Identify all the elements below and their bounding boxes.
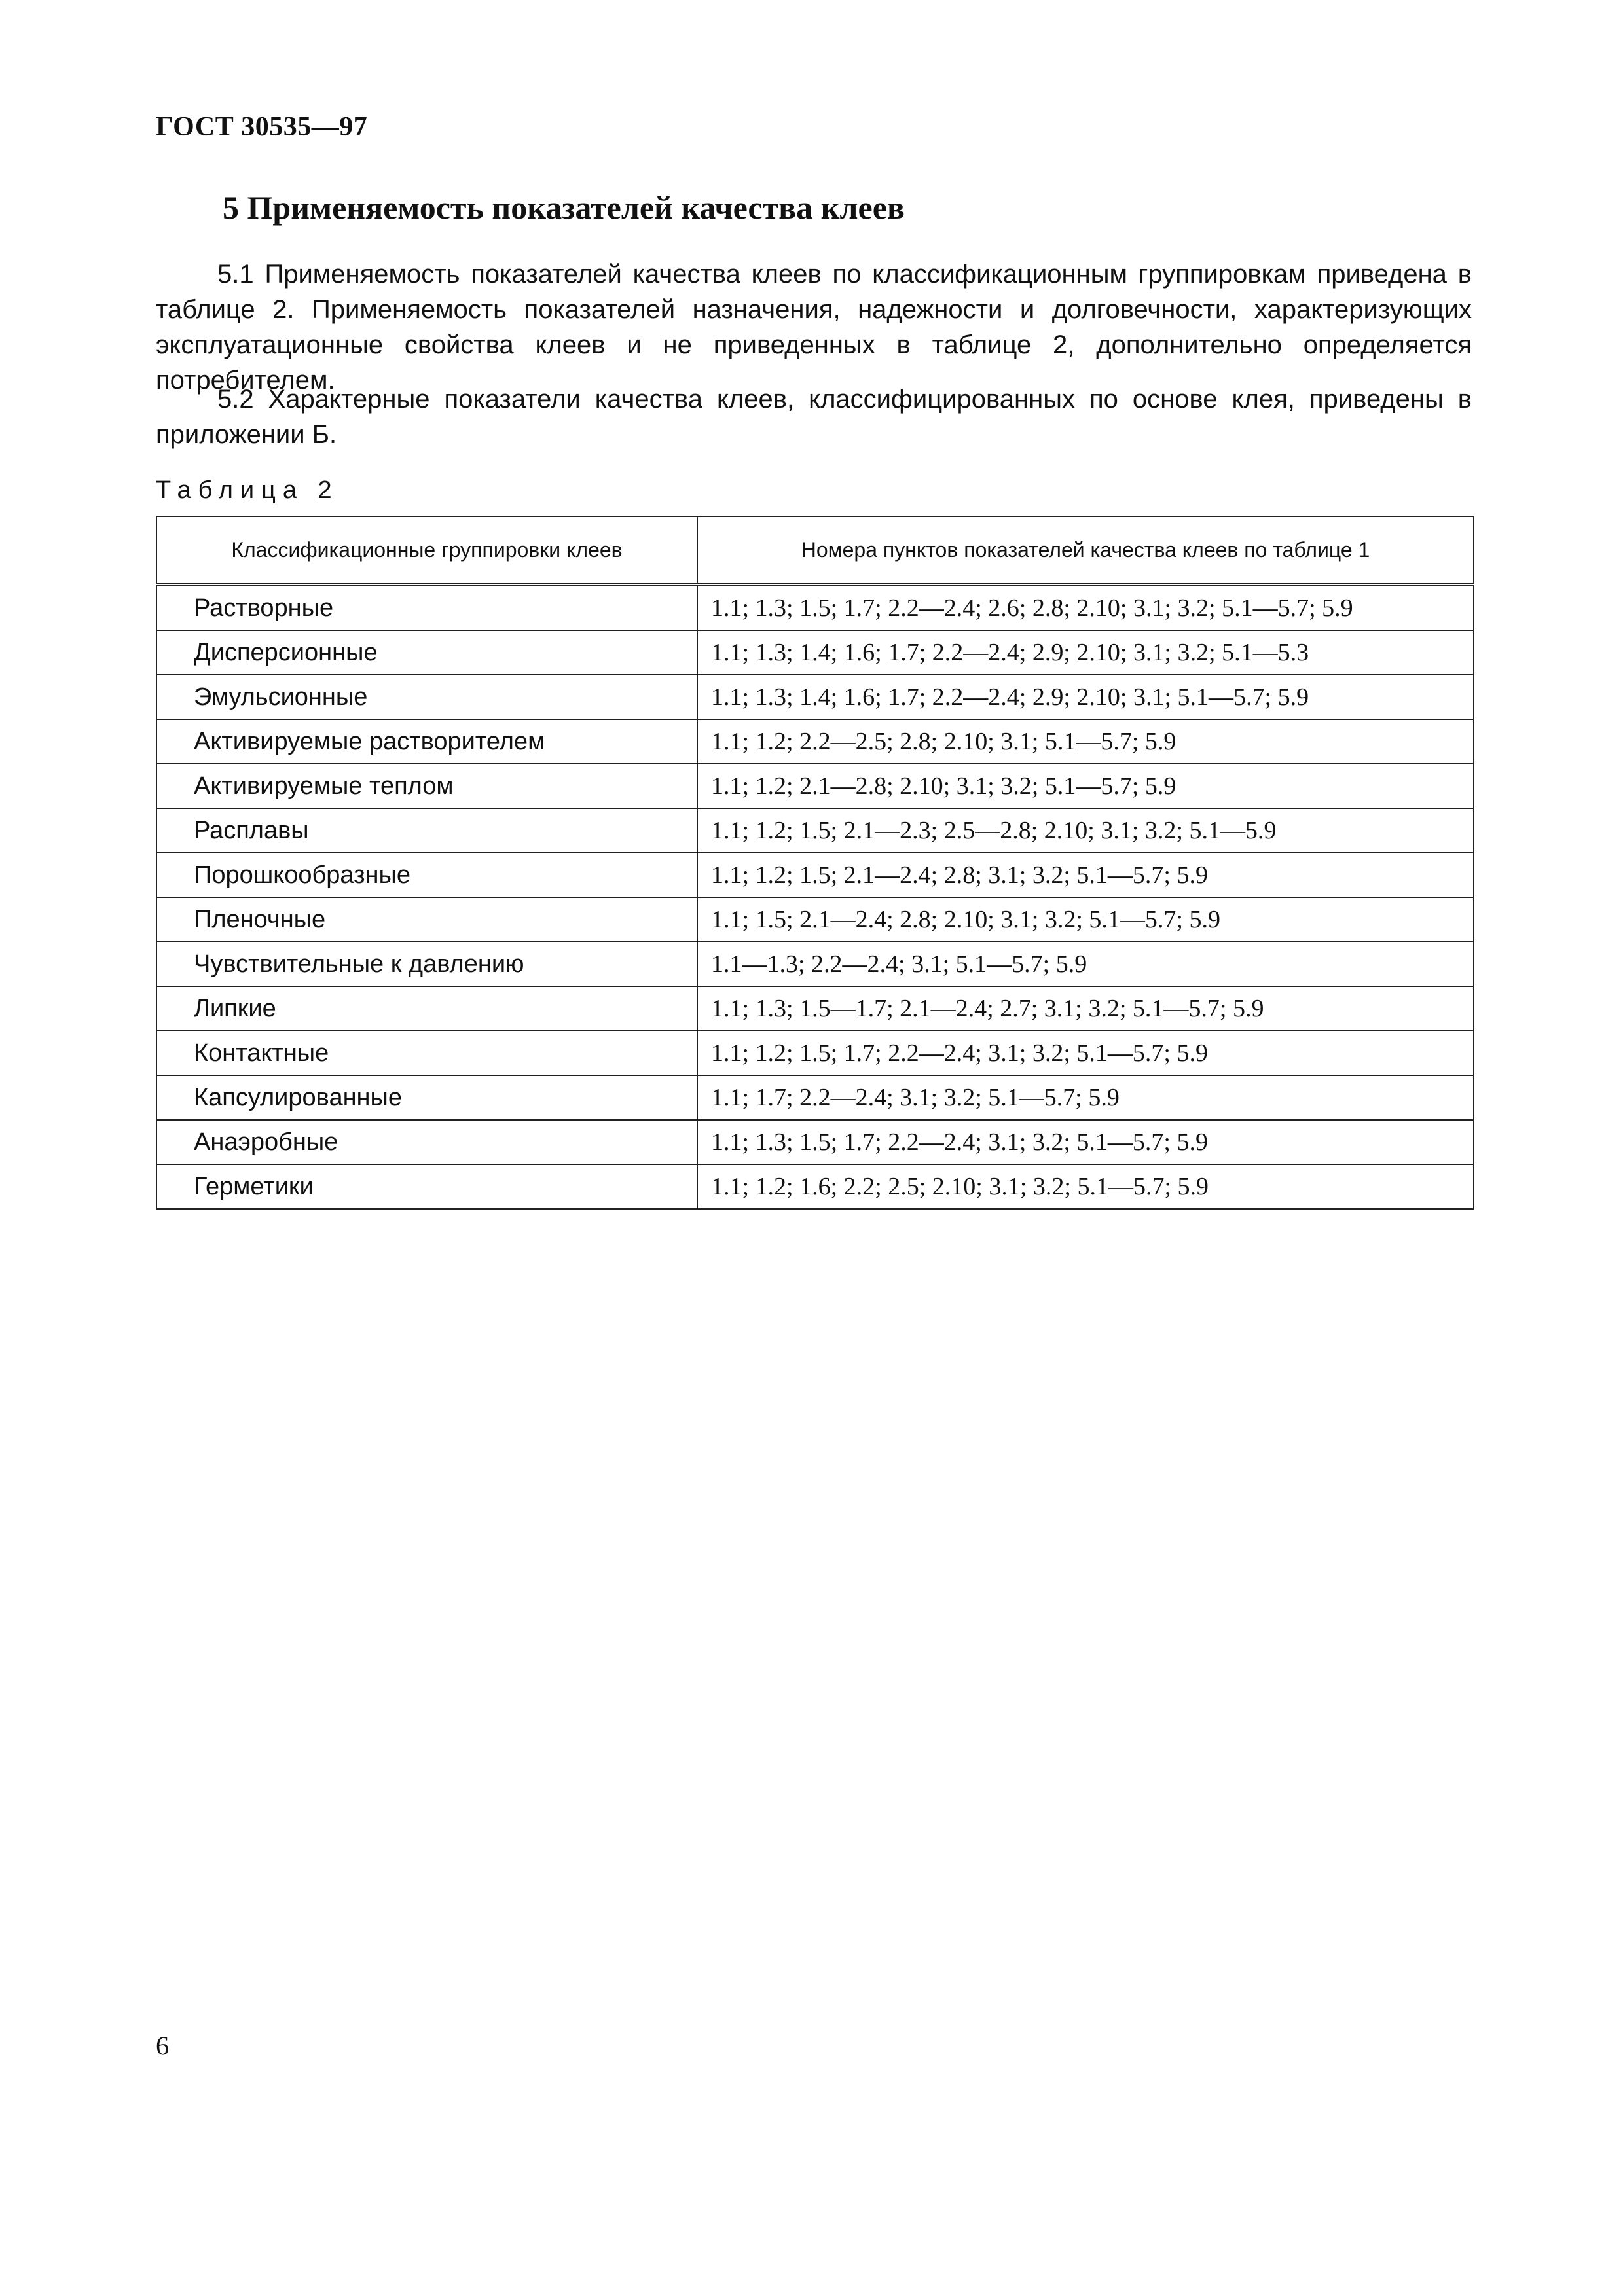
adhesive-group-cell: Герметики [156, 1164, 697, 1209]
item-numbers-cell: 1.1; 1.7; 2.2—2.4; 3.1; 3.2; 5.1—5.7; 5.9 [697, 1075, 1474, 1120]
table-row [156, 1120, 1474, 1164]
table-row [156, 1164, 1474, 1209]
table-row [156, 630, 1474, 675]
adhesive-group-cell: Растворные [156, 584, 697, 630]
adhesive-group-cell: Дисперсионные [156, 630, 697, 675]
adhesive-group-cell: Липкие [156, 986, 697, 1031]
item-numbers-cell: 1.1; 1.2; 1.5; 2.1—2.3; 2.5—2.8; 2.10; 3.1; 3.2; 5.1—5.9 [697, 808, 1474, 853]
section-title: 5 Применяемость показателей качества клеев [223, 189, 905, 226]
item-numbers-cell: 1.1; 1.2; 2.1—2.8; 2.10; 3.1; 3.2; 5.1—5.7; 5.9 [697, 764, 1474, 808]
document-code: ГОСТ 30535—97 [156, 112, 368, 142]
item-numbers-cell: 1.1; 1.3; 1.4; 1.6; 1.7; 2.2—2.4; 2.9; 2.10; 3.1; 5.1—5.7; 5.9 [697, 675, 1474, 719]
item-numbers-cell: 1.1; 1.2; 1.6; 2.2; 2.5; 2.10; 3.1; 3.2; 5.1—5.7; 5.9 [697, 1164, 1474, 1209]
item-numbers-cell: 1.1; 1.3; 1.5; 1.7; 2.2—2.4; 3.1; 3.2; 5.1—5.7; 5.9 [697, 1120, 1474, 1164]
item-numbers-cell: 1.1; 1.3; 1.5; 1.7; 2.2—2.4; 2.6; 2.8; 2.10; 3.1; 3.2; 5.1—5.7; 5.9 [697, 584, 1474, 630]
table-row [156, 897, 1474, 942]
column-header-groups: Классификационные группировки клеев [156, 516, 697, 584]
adhesive-group-cell: Чувствительные к давлению [156, 942, 697, 986]
item-numbers-cell: 1.1—1.3; 2.2—2.4; 3.1; 5.1—5.7; 5.9 [697, 942, 1474, 986]
adhesive-group-cell: Анаэробные [156, 1120, 697, 1164]
table-row [156, 764, 1474, 808]
table-row [156, 719, 1474, 764]
adhesive-group-cell: Капсулированные [156, 1075, 697, 1120]
table-row [156, 808, 1474, 853]
column-header-item-numbers: Номера пунктов показателей качества клеев по таблице 1 [697, 516, 1474, 584]
adhesive-group-cell: Порошкообразные [156, 853, 697, 897]
page-number: 6 [156, 2031, 169, 2060]
adhesive-group-cell: Контактные [156, 1031, 697, 1075]
table-row [156, 986, 1474, 1031]
item-numbers-cell: 1.1; 1.2; 1.5; 2.1—2.4; 2.8; 3.1; 3.2; 5.1—5.7; 5.9 [697, 853, 1474, 897]
item-numbers-cell: 1.1; 1.3; 1.5—1.7; 2.1—2.4; 2.7; 3.1; 3.2; 5.1—5.7; 5.9 [697, 986, 1474, 1031]
item-numbers-cell: 1.1; 1.3; 1.4; 1.6; 1.7; 2.2—2.4; 2.9; 2.10; 3.1; 3.2; 5.1—5.3 [697, 630, 1474, 675]
table-body [156, 584, 1474, 1209]
paragraph-5-1: 5.1 Применяемость показателей качества клеев по классификационным группировкам приведена в таблице 2. Применяемость показателей назначения, надежности и долговечности, характеризующих эксплуатационные свойства клеев и не приведенных в таблице 2, дополнительно определяется потребителем. [156, 260, 1472, 395]
adhesive-group-cell: Активируемые растворителем [156, 719, 697, 764]
item-numbers-cell: 1.1; 1.2; 1.5; 1.7; 2.2—2.4; 3.1; 3.2; 5.1—5.7; 5.9 [697, 1031, 1474, 1075]
table-row [156, 584, 1474, 630]
item-numbers-cell: 1.1; 1.5; 2.1—2.4; 2.8; 2.10; 3.1; 3.2; 5.1—5.7; 5.9 [697, 897, 1474, 942]
table-caption: Таблица 2 [156, 476, 339, 504]
adhesive-group-cell: Активируемые теплом [156, 764, 697, 808]
adhesive-group-cell: Пленочные [156, 897, 697, 942]
adhesive-group-cell: Расплавы [156, 808, 697, 853]
table-row [156, 942, 1474, 986]
table-row [156, 1031, 1474, 1075]
table-header-row [156, 516, 1474, 584]
table-row [156, 1075, 1474, 1120]
adhesive-group-cell: Эмульсионные [156, 675, 697, 719]
paragraph-5-2: 5.2 Характерные показатели качества клеев, классифицированных по основе клея, приведены в приложении Б. [156, 385, 1472, 449]
table-row [156, 853, 1474, 897]
table-row [156, 675, 1474, 719]
item-numbers-cell: 1.1; 1.2; 2.2—2.5; 2.8; 2.10; 3.1; 5.1—5.7; 5.9 [697, 719, 1474, 764]
applicability-table [156, 516, 1474, 1210]
